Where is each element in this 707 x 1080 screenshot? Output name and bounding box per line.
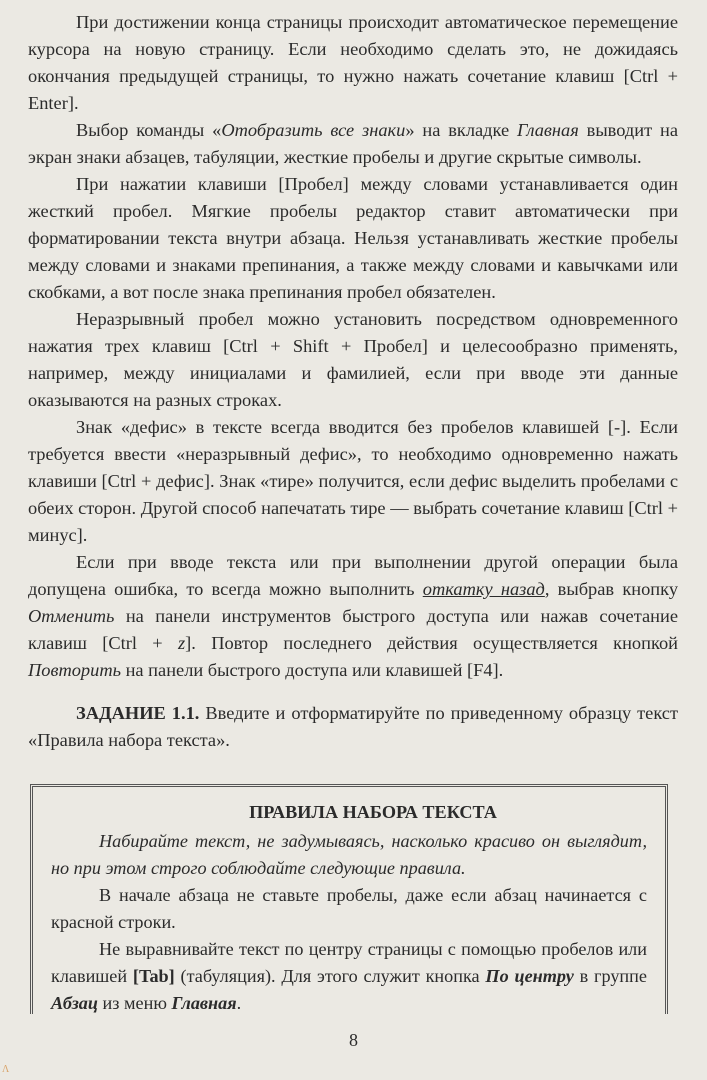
paragraph — [28, 549, 678, 684]
paragraph — [28, 117, 678, 171]
text-run: Знак «дефис» в тексте всегда вводится без пробелов клавишей [-]. Если требуется ввести «неразрывный дефис», то необходимо одновременно нажать клавиши [Ctrl + дефис]. Знак «тире» получится, если дефис выделить пробелами с обеих сторон. Другой способ напечатать тире — выбрать сочетание клавиш [Ctrl + минус]. — [28, 417, 678, 545]
corner-mark: Λ — [2, 1064, 10, 1075]
body-text — [28, 9, 678, 754]
text-run: » на вкладке — [405, 120, 518, 140]
text-run: По центру — [485, 966, 574, 986]
text-run: из меню — [98, 993, 172, 1013]
text-run: выводит на экран знаки абзацев, табуляции, жесткие пробелы и другие скрытые символы. — [28, 120, 678, 167]
text-run: (табуляция). Для этого служит кнопка — [174, 966, 486, 986]
paragraph — [28, 9, 678, 117]
text-run: на панели инструментов быстрого доступа или нажав сочетание клавиш [Ctrl + — [28, 606, 678, 653]
text-run: Главная — [517, 120, 579, 140]
rules-box — [30, 784, 668, 1014]
paragraph — [28, 414, 678, 549]
text-run: z — [178, 633, 186, 653]
text-run: . — [236, 993, 242, 1013]
text-run: При нажатии клавиши [Пробел] между словами устанавливается один жесткий пробел. Мягкие пробелы редактор ставит автоматически при форматировании текста внутри абзаца. Нельзя устанавливать жесткие пробелы между словами и знаками препинания, а также между словами и кавычками или скобками, а вот после знака препинания пробел обязателен. — [28, 174, 678, 302]
text-run: Отменить — [28, 606, 115, 626]
text-run: в группе — [573, 966, 647, 986]
text-run: Не выравнивайте текст по центру страницы с помощью пробелов или клавишей — [51, 939, 647, 986]
task-paragraph — [28, 700, 678, 754]
text-run: , выбрав кнопку — [544, 579, 679, 599]
text-run: ]. Повтор последнего действия осуществляется кнопкой — [185, 633, 678, 653]
rules-paragraph — [51, 936, 647, 1017]
text-run: на панели быстрого доступа или клавишей [F4]. — [120, 660, 504, 680]
text-run: Набирайте текст, не задумываясь, насколько красиво он выглядит, но при этом строго соблюдайте следующие правила. — [51, 831, 647, 878]
page-number: 8 — [349, 1030, 358, 1050]
task-label: ЗАДАНИЕ 1.1. — [76, 703, 200, 723]
paragraph — [28, 306, 678, 414]
text-run: Повторить — [28, 660, 121, 680]
text-run: Если при вводе текста или при выполнении другой операции была допущена ошибка, то всегда можно выполнить — [28, 552, 678, 599]
text-run: В начале абзаца не ставьте пробелы, даже если абзац начинается с красной строки. — [51, 885, 647, 932]
text-run: [Tab] — [132, 966, 175, 986]
text-run: При достижении конца страницы происходит автоматическое перемещение курсора на новую страницу. Если необходимо сделать это, не дожидаясь окончания предыдущей страницы, то нужно нажать сочетание клавиш [Ctrl + Enter]. — [28, 12, 678, 113]
paragraph — [28, 171, 678, 306]
task-text: Введите и отформатируйте по приведенному образцу текст «Правила набора текста». — [28, 703, 679, 750]
text-run: Главная — [171, 993, 237, 1013]
text-run: откатку назад — [422, 579, 545, 599]
text-run: Отобразить все знаки — [221, 120, 406, 140]
text-run: Выбор команды « — [76, 120, 222, 140]
rules-paragraph — [51, 882, 647, 936]
text-run: Неразрывный пробел можно установить посредством одновременного нажатия трех клавиш [Ctrl + Shift + Пробел] и целесообразно применять, например, между инициалами и фамилией, если при вводе эти данные оказываются на разных строках. — [28, 309, 678, 410]
text-run: Абзац — [51, 993, 98, 1013]
rules-paragraph — [51, 828, 647, 882]
rules-box-title: ПРАВИЛА НАБОРА ТЕКСТА — [249, 802, 497, 822]
